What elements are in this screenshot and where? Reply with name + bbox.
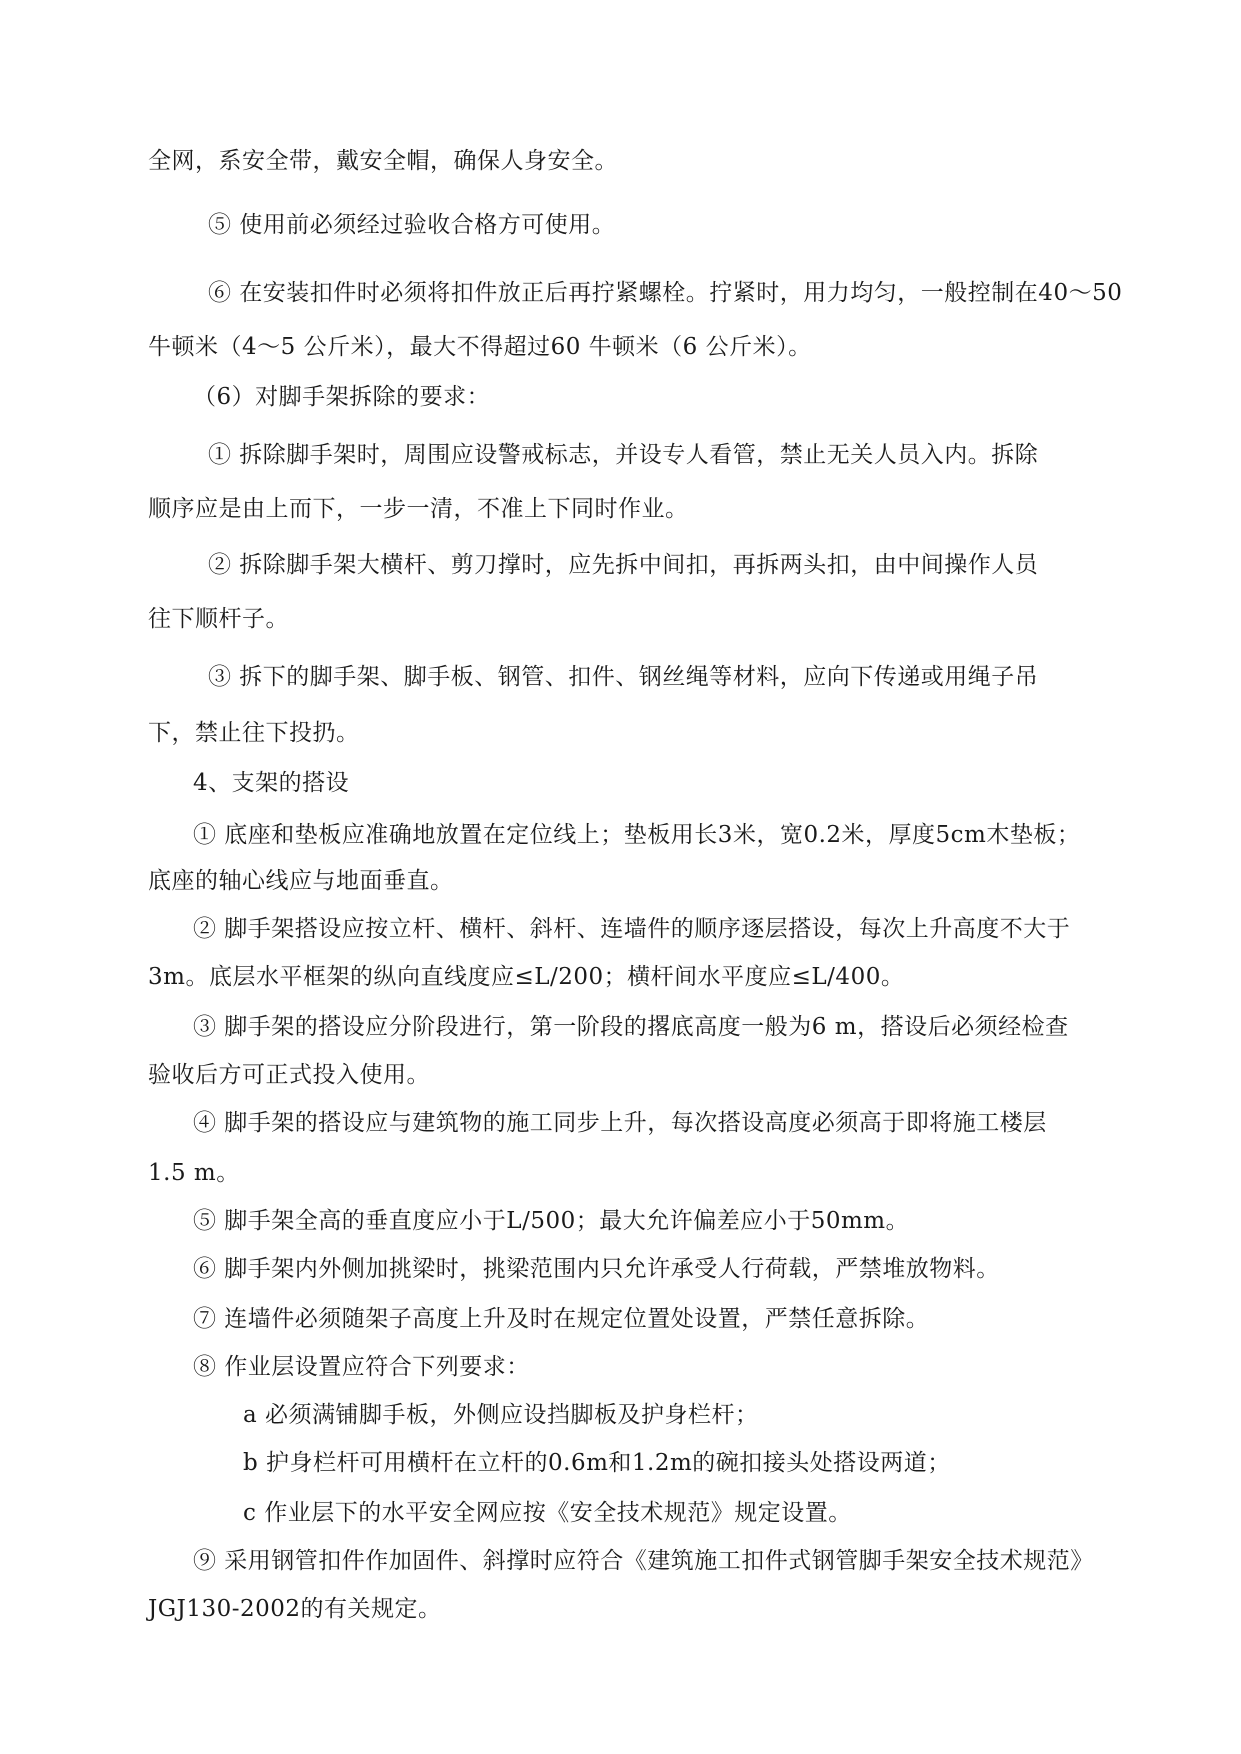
- text-line: ② 脚手架搭设应按立杆、横杆、斜杆、连墙件的顺序逐层搭设，每次上升高度不大于: [193, 916, 1071, 942]
- text-line: 验收后方可正式投入使用。: [148, 1062, 430, 1088]
- text-line: 全网，系安全带，戴安全帽，确保人身安全。: [148, 148, 618, 174]
- section-heading: 4、支架的搭设: [193, 770, 350, 796]
- text-line: ① 底座和垫板应准确地放置在定位线上；垫板用长3米，宽0.2米，厚度5cm木垫板；: [193, 822, 1081, 848]
- text-line: ② 拆除脚手架大横杆、剪刀撑时，应先拆中间扣，再拆两头扣，由中间操作人员: [208, 552, 1039, 578]
- text-line: ⑤ 使用前必须经过验收合格方可使用。: [208, 212, 616, 238]
- text-line: 1.5 m。: [148, 1160, 240, 1186]
- list-item: b 护身栏杆可用横杆在立杆的0.6m和1.2m的碗扣接头处搭设两道；: [243, 1450, 951, 1476]
- text-line: ⑨ 采用钢管扣件作加固件、斜撑时应符合《建筑施工扣件式钢管脚手架安全技术规范》: [193, 1548, 1094, 1574]
- text-line: ⑥ 脚手架内外侧加挑梁时，挑梁范围内只允许承受人行荷载，严禁堆放物料。: [193, 1256, 1000, 1282]
- text-line: JGJ130-2002的有关规定。: [148, 1596, 442, 1622]
- text-line: 3m。底层水平框架的纵向直线度应≤L/200；横杆间水平度应≤L/400。: [148, 964, 905, 990]
- text-line: ① 拆除脚手架时，周围应设警戒标志，并设专人看管，禁止无关人员入内。拆除: [208, 442, 1039, 468]
- text-line: ③ 脚手架的搭设应分阶段进行，第一阶段的撂底高度一般为6 m，搭设后必须经检查: [193, 1014, 1069, 1040]
- text-line: 下，禁止往下投扔。: [148, 720, 360, 746]
- list-item: a 必须满铺脚手板，外侧应设挡脚板及护身栏杆；: [243, 1402, 759, 1428]
- text-line: ⑦ 连墙件必须随架子高度上升及时在规定位置处设置，严禁任意拆除。: [193, 1306, 930, 1332]
- text-line: ⑧ 作业层设置应符合下列要求：: [193, 1354, 530, 1380]
- text-line: ③ 拆下的脚手架、脚手板、钢管、扣件、钢丝绳等材料，应向下传递或用绳子吊: [208, 664, 1039, 690]
- text-line: 底座的轴心线应与地面垂直。: [148, 868, 454, 894]
- text-line: ⑤ 脚手架全高的垂直度应小于L/500；最大允许偏差应小于50mm。: [193, 1208, 910, 1234]
- text-line: 往下顺杆子。: [148, 606, 289, 632]
- list-item: c 作业层下的水平安全网应按《安全技术规范》规定设置。: [243, 1500, 852, 1526]
- text-line: 牛顿米（4～5 公斤米），最大不得超过60 牛顿米（6 公斤米）。: [148, 334, 812, 360]
- text-line: 顺序应是由上而下，一步一清，不准上下同时作业。: [148, 496, 689, 522]
- text-line: ④ 脚手架的搭设应与建筑物的施工同步上升，每次搭设高度必须高于即将施工楼层: [193, 1110, 1047, 1136]
- text-line: （6）对脚手架拆除的要求：: [193, 384, 491, 410]
- text-line: ⑥ 在安装扣件时必须将扣件放正后再拧紧螺栓。拧紧时，用力均匀，一般控制在40～50: [208, 280, 1123, 306]
